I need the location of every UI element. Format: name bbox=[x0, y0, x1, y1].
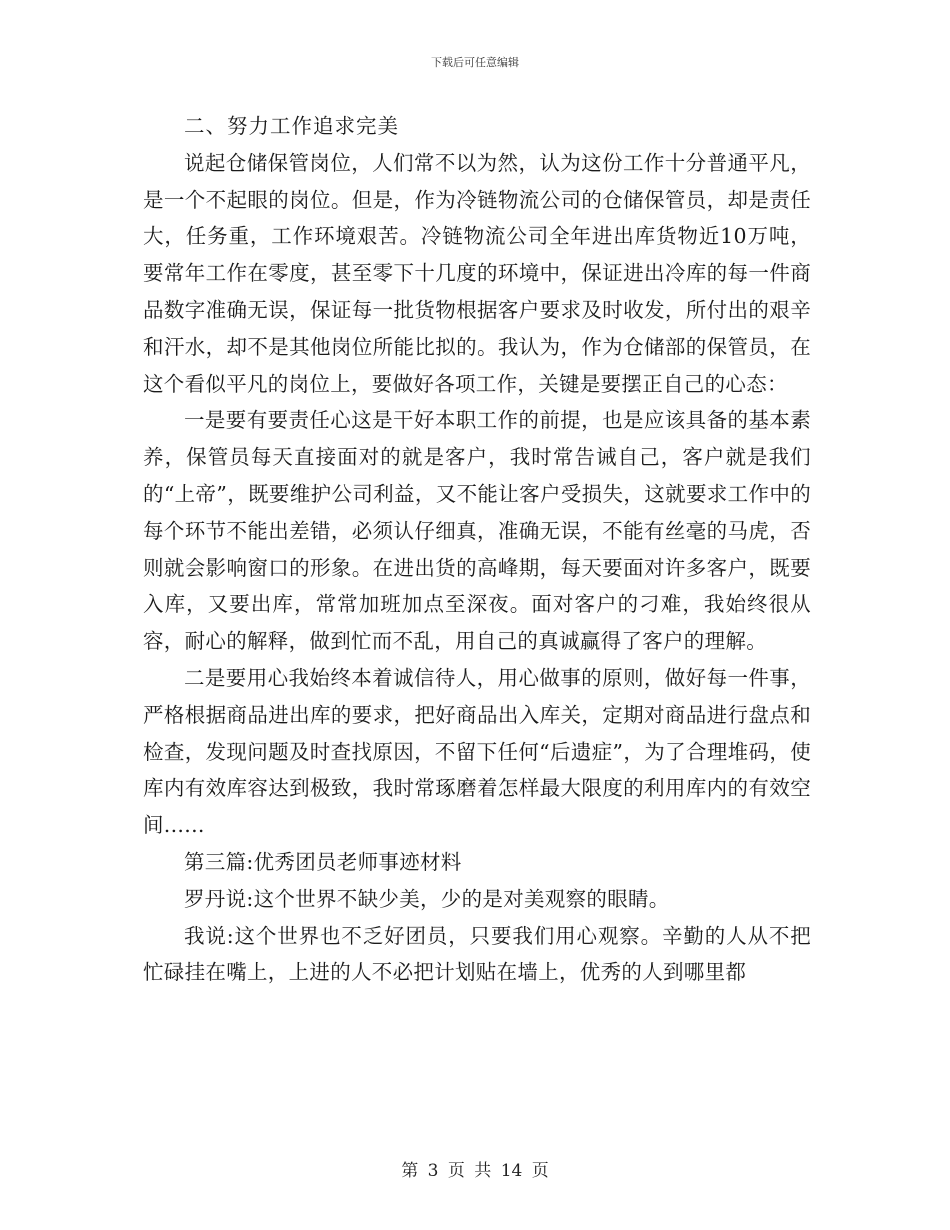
paragraph: 一是要有要责任心这是干好本职工作的前提，也是应该具备的基本素养，保管员每天直接面对的就是客户，我时常告诫自己，客户就是我们的“上帝”，既要维护公司利益，又不能让客户受损失，这就要求工作中的每个环节不能出差错，必须认仔细真，准确无误，不能有丝毫的马虎，否则就会影响窗口的形象。在进出货的高峰期，每天要面对许多客户，既要入库，又要出库，常常加班加点至深夜。面对客户的刁难，我始终很从容，耐心的解释，做到忙而不乱，用自己的真诚赢得了客户的理解。 bbox=[143, 408, 811, 654]
header-note: 下载后可任意编辑 bbox=[431, 56, 519, 69]
paragraph: 说起仓储保管岗位，人们常不以为然，认为这份工作十分普通平凡，是一个不起眼的岗位。但是，作为冷链物流公司的仓储保管员，却是责任大，任务重，工作环境艰苦。冷链物流公司全年进出库货物近10万吨，要常年工作在零度，甚至零下十几度的环境中，保证进出冷库的每一件商品数字准确无误，保证每一批货物根据客户要求及时收发，所付出的艰辛和汗水，却不是其他岗位所能比拟的。我认为，作为仓储部的保管员，在这个看似平凡的岗位上，要做好各项工作，关键是要摆正自己的心态： bbox=[143, 150, 811, 396]
paragraph: 二是要用心我始终本着诚信待人，用心做事的原则，做好每一件事，严格根据商品进出库的要求，把好商品出入库关，定期对商品进行盘点和检查，发现问题及时查找原因，不留下任何“后遗症”，为了合理堆码，使库内有效库容达到极致，我时常琢磨着怎样最大限度的利用库内的有效空间...... bbox=[143, 665, 811, 838]
section-heading: 二、努力工作追求完美 bbox=[184, 114, 399, 138]
page-number: 第 3 页 共 14 页 bbox=[401, 1161, 549, 1181]
chapter-heading: 第三篇:优秀团员老师事迹材料 bbox=[184, 849, 462, 874]
paragraph: 我说:这个世界也不乏好团员，只要我们用心观察。辛勤的人从不把忙碌挂在嘴上，上进的人不必把计划贴在墙上，优秀的人到哪里都 bbox=[143, 923, 811, 985]
document-body bbox=[143, 108, 811, 991]
paragraph: 罗丹说:这个世界不缺少美，少的是对美观察的眼睛。 bbox=[184, 886, 670, 911]
